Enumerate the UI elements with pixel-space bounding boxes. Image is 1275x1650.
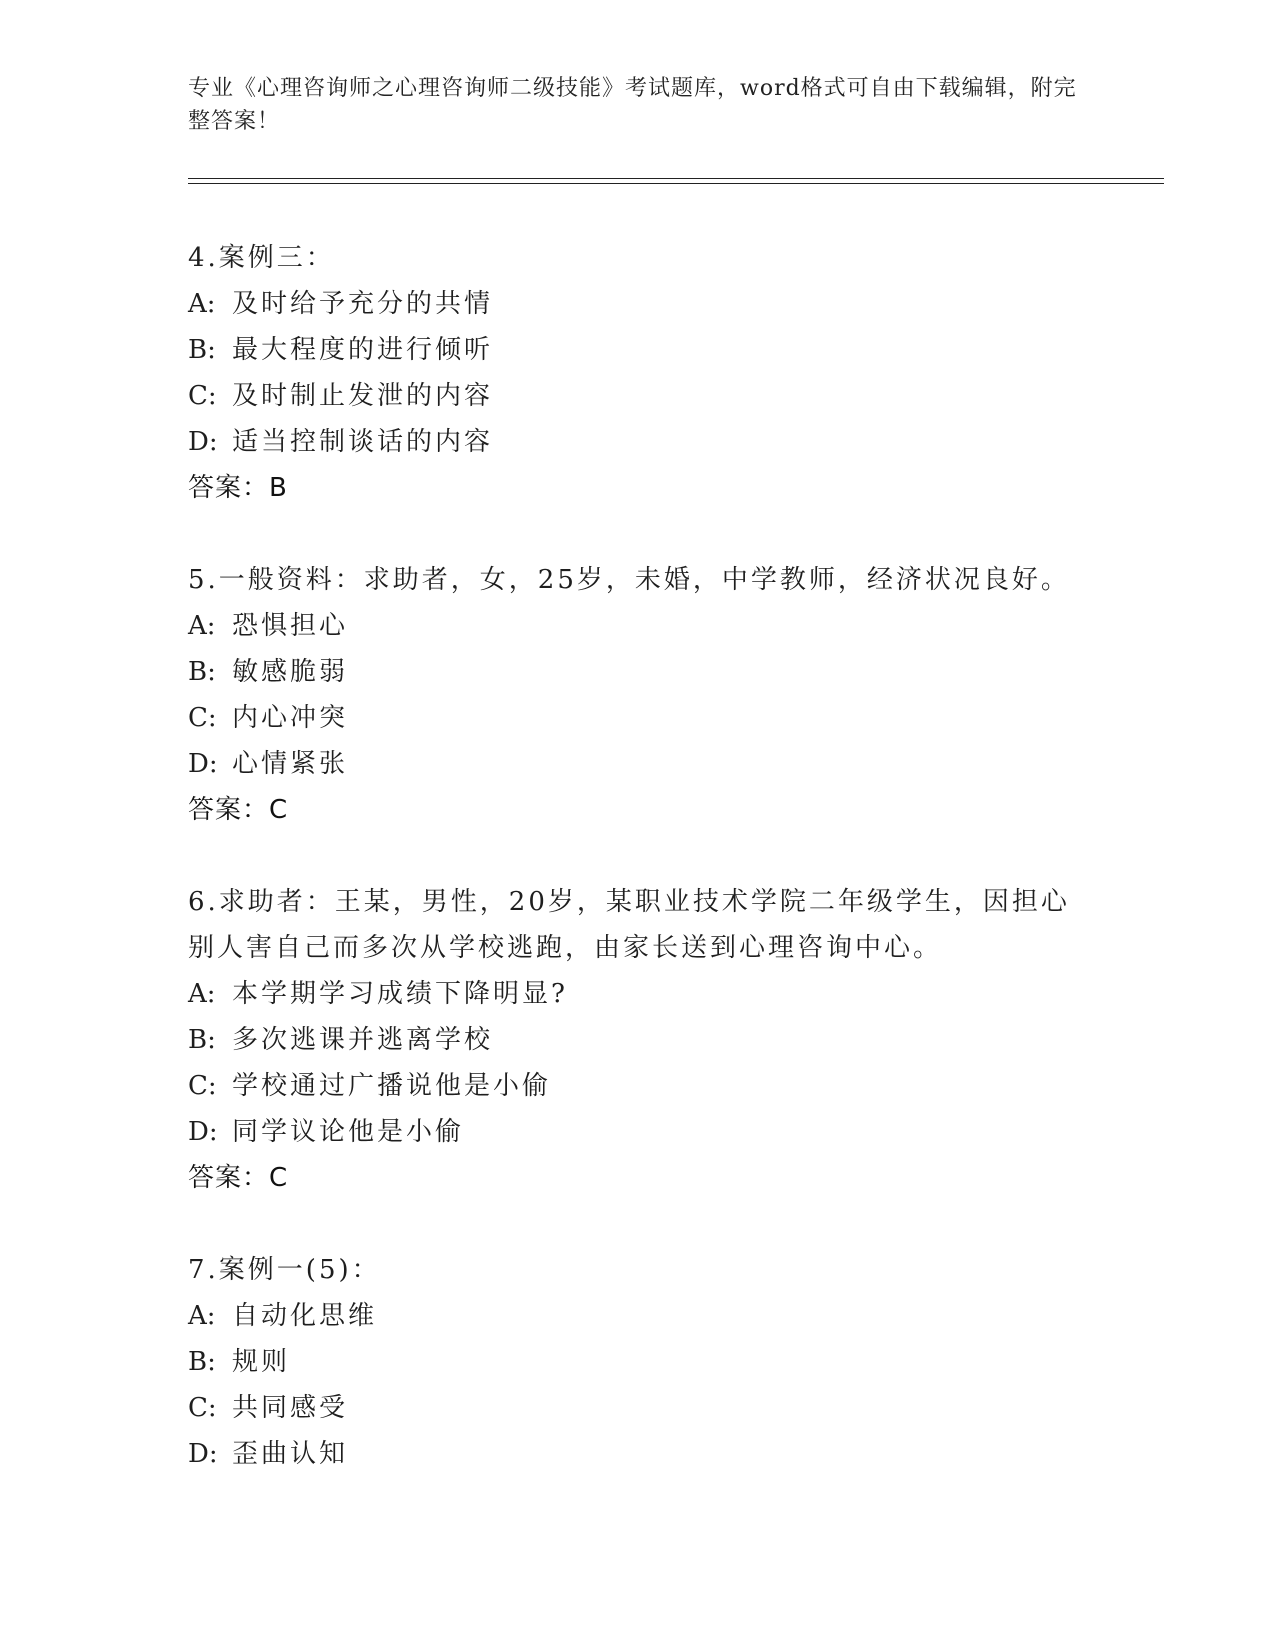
question-stem: 6.求助者：王某，男性，20岁，某职业技术学院二年级学生，因担心别人害自己而多次从学校逃跑，由家长送到心理咨询中心。 [188, 887, 1070, 963]
option-letter: C: [188, 703, 217, 733]
question-stem: 4.案例三： [188, 243, 335, 273]
option-d [188, 419, 1188, 465]
option-a [188, 971, 1188, 1017]
option-text: 及时给予充分的共情 [232, 289, 494, 319]
option-b [188, 1339, 1188, 1385]
option-text: 自动化思维 [232, 1301, 378, 1331]
answer-line: 答案：C [188, 795, 289, 825]
option-d [188, 741, 1188, 787]
option-text: 同学议论他是小偷 [232, 1117, 465, 1147]
option-c [188, 373, 1188, 419]
option-b [188, 1017, 1188, 1063]
option-text: 最大程度的进行倾听 [232, 335, 494, 365]
question-stem: 7.案例一(5)： [188, 1255, 381, 1285]
option-text: 恐惧担心 [232, 611, 349, 641]
answer-line: 答案：C [188, 1163, 289, 1193]
option-a [188, 281, 1188, 327]
option-text: 多次逃课并逃离学校 [232, 1025, 494, 1055]
option-letter: B: [188, 1347, 216, 1377]
option-text: 心情紧张 [232, 749, 349, 779]
option-text: 敏感脆弱 [232, 657, 349, 687]
option-text: 规则 [232, 1347, 291, 1377]
question-stem: 5.一般资料：求助者，女，25岁，未婚，中学教师，经济状况良好。 [188, 565, 1070, 595]
option-text: 及时制止发泄的内容 [232, 381, 494, 411]
option-letter: A: [188, 1301, 216, 1331]
option-text: 歪曲认知 [232, 1439, 349, 1469]
answer-line: 答案：B [188, 473, 288, 503]
question-5 [188, 557, 1188, 833]
option-c [188, 1385, 1188, 1431]
option-d [188, 1109, 1188, 1155]
option-text: 适当控制谈话的内容 [232, 427, 494, 457]
option-b [188, 327, 1188, 373]
option-d [188, 1431, 1188, 1477]
option-letter: D: [188, 427, 218, 457]
option-letter: B: [188, 657, 216, 687]
option-text: 本学期学习成绩下降明显? [232, 979, 568, 1009]
option-letter: A: [188, 979, 216, 1009]
option-text: 共同感受 [232, 1393, 349, 1423]
option-c [188, 1063, 1188, 1109]
option-letter: B: [188, 335, 216, 365]
option-text: 学校通过广播说他是小偷 [232, 1071, 552, 1101]
question-4 [188, 235, 1188, 511]
option-b [188, 649, 1188, 695]
option-letter: A: [188, 289, 216, 319]
option-c [188, 695, 1188, 741]
option-letter: D: [188, 749, 218, 779]
option-a [188, 1293, 1188, 1339]
question-list [188, 235, 1188, 1523]
header-rule-top [188, 178, 1164, 179]
option-letter: C: [188, 1393, 217, 1423]
question-6 [188, 879, 1188, 1201]
option-letter: C: [188, 381, 217, 411]
option-letter: B: [188, 1025, 216, 1055]
option-letter: A: [188, 611, 216, 641]
header-rule-bottom [188, 183, 1164, 184]
question-7 [188, 1247, 1188, 1477]
option-letter: C: [188, 1071, 217, 1101]
option-a [188, 603, 1188, 649]
option-letter: D: [188, 1439, 218, 1469]
option-letter: D: [188, 1117, 218, 1147]
document-intro: 专业《心理咨询师之心理咨询师二级技能》考试题库，word格式可自由下载编辑，附完整答案！ [188, 76, 1077, 134]
option-text: 内心冲突 [232, 703, 349, 733]
